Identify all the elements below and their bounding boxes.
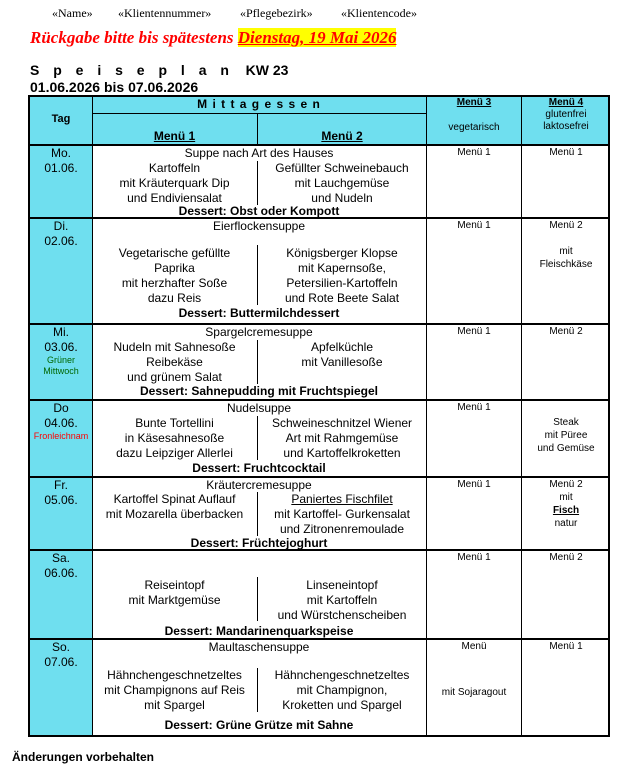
menu2-dish bbox=[258, 246, 426, 306]
dessert: Dessert: Grüne Grütze mit Sahne bbox=[164, 718, 354, 732]
menu2-dish bbox=[258, 492, 426, 537]
day-cell-mi bbox=[30, 325, 92, 377]
menu2-line: Königsberger Klopse bbox=[286, 246, 398, 260]
dessert: Dessert: Buttermilchdessert bbox=[178, 306, 340, 320]
menu1-dish bbox=[92, 161, 257, 206]
header-tag: Tag bbox=[51, 113, 71, 125]
menu4-choice bbox=[522, 219, 610, 271]
plan-title-text: S p e i s e p l a n bbox=[30, 62, 234, 78]
menu1-line: mit Marktgemüse bbox=[128, 593, 221, 607]
plan-title bbox=[30, 62, 288, 78]
menu4-choice bbox=[522, 325, 610, 338]
menu2-line: Kroketten und Spargel bbox=[282, 698, 402, 712]
menu2-line: Hähnchengeschnetzeltes bbox=[274, 668, 410, 682]
menu1-dish bbox=[92, 492, 257, 522]
divider-mittagessen bbox=[92, 113, 426, 114]
menu1-line: dazu Leipziger Allerlei bbox=[116, 446, 233, 460]
menu4-line: Menü 1 bbox=[549, 147, 583, 158]
day-date: 04.06. bbox=[44, 416, 78, 430]
menu4-choice bbox=[522, 478, 610, 530]
dessert: Dessert: Sahnepudding mit Fruchtspiegel bbox=[139, 384, 379, 398]
header-menu3: Menü 3 bbox=[456, 97, 492, 108]
soup: Maultaschensuppe bbox=[208, 640, 310, 654]
day-name: Fr. bbox=[54, 478, 68, 492]
menu1-line: Bunte Tortellini bbox=[135, 416, 214, 430]
menu3-choice: Menü 1 bbox=[457, 402, 491, 413]
dessert: Dessert: Früchtejoghurt bbox=[190, 536, 328, 550]
menu4-line: und Gemüse bbox=[537, 443, 595, 454]
menu1-line: mit herzhafter Soße bbox=[121, 276, 228, 290]
header-menu3-sub: vegetarisch bbox=[448, 122, 500, 133]
day-name: So. bbox=[51, 640, 70, 654]
day-cell-di bbox=[30, 219, 92, 249]
menu3-note: mit Sojaragout bbox=[441, 687, 507, 698]
day-name: Mo. bbox=[50, 146, 71, 160]
menu1-dish bbox=[92, 246, 257, 306]
day-name: Di. bbox=[53, 219, 69, 233]
menu1-line: dazu Reis bbox=[147, 291, 202, 305]
menu1-line: Paprika bbox=[154, 261, 195, 275]
day-name: Mi. bbox=[53, 325, 69, 339]
menu1-line: Reiseintopf bbox=[144, 578, 205, 592]
menu4-line: Menü 2 bbox=[549, 326, 583, 337]
menu2-line: mit Vanillesoße bbox=[301, 355, 383, 369]
soup: Kräutercremesuppe bbox=[206, 478, 312, 492]
menu4-line bbox=[522, 232, 610, 245]
menu2-line: Gefüllter Schweinebauch bbox=[275, 161, 409, 175]
day-date: 05.06. bbox=[44, 493, 78, 507]
header-menu1: Menü 1 bbox=[153, 129, 196, 143]
menu2-line: mit Champignon, bbox=[296, 683, 388, 697]
menu2-dish bbox=[258, 340, 426, 370]
menu2-line: Art mit Rahmgemüse bbox=[285, 431, 399, 445]
placeholder-fields bbox=[0, 6, 620, 20]
deadline-date: Dienstag, 19 Mai 2026 bbox=[237, 28, 397, 47]
menu2-line: Apfelküchle bbox=[310, 340, 374, 354]
menu3-choice: Menü 1 bbox=[457, 552, 491, 563]
day-date: 07.06. bbox=[44, 655, 78, 669]
soup: Nudelsuppe bbox=[226, 401, 292, 415]
menu2-line: Schweineschnitzel Wiener bbox=[271, 416, 413, 430]
menu1-line: in Käsesahnesoße bbox=[124, 431, 225, 445]
menu3-choice: Menü 1 bbox=[457, 220, 491, 231]
menu1-line: Nudeln mit Sahnesoße bbox=[113, 340, 236, 354]
field-client-code: «Klientencode» bbox=[341, 6, 417, 20]
day-cell-fr bbox=[30, 478, 92, 508]
menu1-line: Vegetarische gefüllte bbox=[118, 246, 231, 260]
menu2-dish bbox=[258, 416, 426, 461]
menu2-line: und Kartoffelkroketten bbox=[283, 446, 401, 460]
menu2-line: und Rote Beete Salat bbox=[284, 291, 400, 305]
menu4-line: Menü 2 bbox=[549, 220, 583, 231]
menu1-line: mit Champignons auf Reis bbox=[104, 683, 245, 697]
menu4-line: natur bbox=[554, 518, 578, 529]
menu4-choice bbox=[522, 416, 610, 455]
menu2-line: mit Kartoffel- Gurkensalat bbox=[274, 507, 410, 521]
return-deadline bbox=[30, 28, 396, 48]
menu1-dish bbox=[92, 416, 257, 461]
menu2-line: und Zitronenremoulade bbox=[279, 522, 405, 536]
day-date: 06.06. bbox=[44, 566, 78, 580]
day-cell-so bbox=[30, 640, 92, 670]
menu1-line: Hähnchengeschnetzeltes bbox=[107, 668, 242, 682]
menu1-line: Kartoffel Spinat Auflauf bbox=[113, 492, 236, 506]
day-date: 03.06. bbox=[44, 340, 78, 354]
header-menu2: Menü 2 bbox=[321, 129, 363, 143]
day-note: Grüner Mittwoch bbox=[43, 355, 79, 376]
field-care-district: «Pflegebezirk» bbox=[240, 6, 313, 20]
header-mittagessen: M i t t a g e s s e n bbox=[197, 97, 321, 111]
plan-week: KW 23 bbox=[245, 62, 289, 78]
header-menu4: Menü 4 bbox=[548, 97, 584, 108]
day-cell-mo bbox=[30, 146, 92, 176]
menu1-dish bbox=[92, 578, 257, 608]
menu1-line: mit Mozarella überbacken bbox=[105, 507, 244, 521]
day-cell-sa bbox=[30, 551, 92, 581]
deadline-prefix: Rückgabe bitte bis spätestens bbox=[30, 28, 238, 47]
menu1-line: und grünem Salat bbox=[127, 370, 222, 384]
menu4-line: Menü 2 bbox=[549, 552, 583, 563]
menu2-dish bbox=[258, 668, 426, 713]
menu3-choice: Menü bbox=[461, 641, 487, 652]
menu3-choice: Menü 1 bbox=[457, 326, 491, 337]
menu1-line: Reibekäse bbox=[146, 355, 203, 369]
menu2-line: und Nudeln bbox=[311, 191, 373, 205]
day-cell-do bbox=[30, 401, 92, 442]
dessert: Dessert: Obst oder Kompott bbox=[178, 204, 340, 218]
menu4-line: mit Püree bbox=[544, 430, 588, 441]
dessert: Dessert: Fruchtcocktail bbox=[192, 461, 326, 475]
field-name: «Name» bbox=[52, 6, 93, 20]
footer-note: Änderungen vorbehalten bbox=[12, 750, 155, 764]
menu4-line: mit bbox=[559, 246, 573, 257]
menu4-line: Fleischkäse bbox=[539, 259, 593, 270]
menu1-line: und Endiviensalat bbox=[127, 191, 222, 205]
menu1-dish bbox=[92, 668, 257, 713]
menu4-choice bbox=[522, 640, 610, 653]
menu3-choice: Menü 1 bbox=[457, 147, 491, 158]
soup: Eierflockensuppe bbox=[212, 219, 306, 233]
day-name: Do bbox=[53, 401, 69, 415]
menu2-line: Linseneintopf bbox=[306, 578, 378, 592]
menu1-line: mit Kräuterquark Dip bbox=[119, 176, 230, 190]
plan-dates: 01.06.2026 bis 07.06.2026 bbox=[30, 79, 199, 95]
menu4-line: Fisch bbox=[552, 505, 580, 516]
menu1-line: Kartoffeln bbox=[148, 161, 201, 175]
menu4-choice bbox=[522, 551, 610, 564]
dessert: Dessert: Mandarinenquarkspeise bbox=[164, 624, 354, 638]
menu2-line: mit Kartoffeln bbox=[306, 593, 378, 607]
menu3-choice: Menü 1 bbox=[457, 479, 491, 490]
menu2-line: mit Kapernsoße, bbox=[297, 261, 387, 275]
day-name: Sa. bbox=[51, 551, 70, 565]
menu2-line: Paniertes Fischfilet bbox=[291, 492, 393, 506]
field-client-number: «Klientennummer» bbox=[118, 6, 212, 20]
menu2-dish bbox=[258, 161, 426, 206]
day-note: Fronleichnam bbox=[33, 431, 89, 441]
menu1-line: mit Spargel bbox=[144, 698, 205, 712]
soup: Suppe nach Art des Hauses bbox=[184, 146, 334, 160]
menu1-dish bbox=[92, 340, 257, 385]
menu4-choice bbox=[522, 146, 610, 159]
header-menu4-sub2: laktosefrei bbox=[543, 121, 589, 132]
menu4-line: Steak bbox=[553, 417, 579, 428]
soup: Spargelcremesuppe bbox=[205, 325, 313, 339]
day-date: 01.06. bbox=[44, 161, 78, 175]
header-menu4-sub1: glutenfrei bbox=[545, 109, 587, 120]
day-date: 02.06. bbox=[44, 234, 78, 248]
menu2-line: Petersilien-Kartoffeln bbox=[286, 276, 398, 290]
menu2-dish bbox=[258, 578, 426, 623]
menu2-line: mit Lauchgemüse bbox=[294, 176, 390, 190]
menu4-line: mit bbox=[559, 492, 573, 503]
menu2-line: und Würstchenscheiben bbox=[277, 608, 407, 622]
menu4-line: Menü 1 bbox=[549, 641, 583, 652]
menu4-line: Menü 2 bbox=[549, 479, 583, 490]
